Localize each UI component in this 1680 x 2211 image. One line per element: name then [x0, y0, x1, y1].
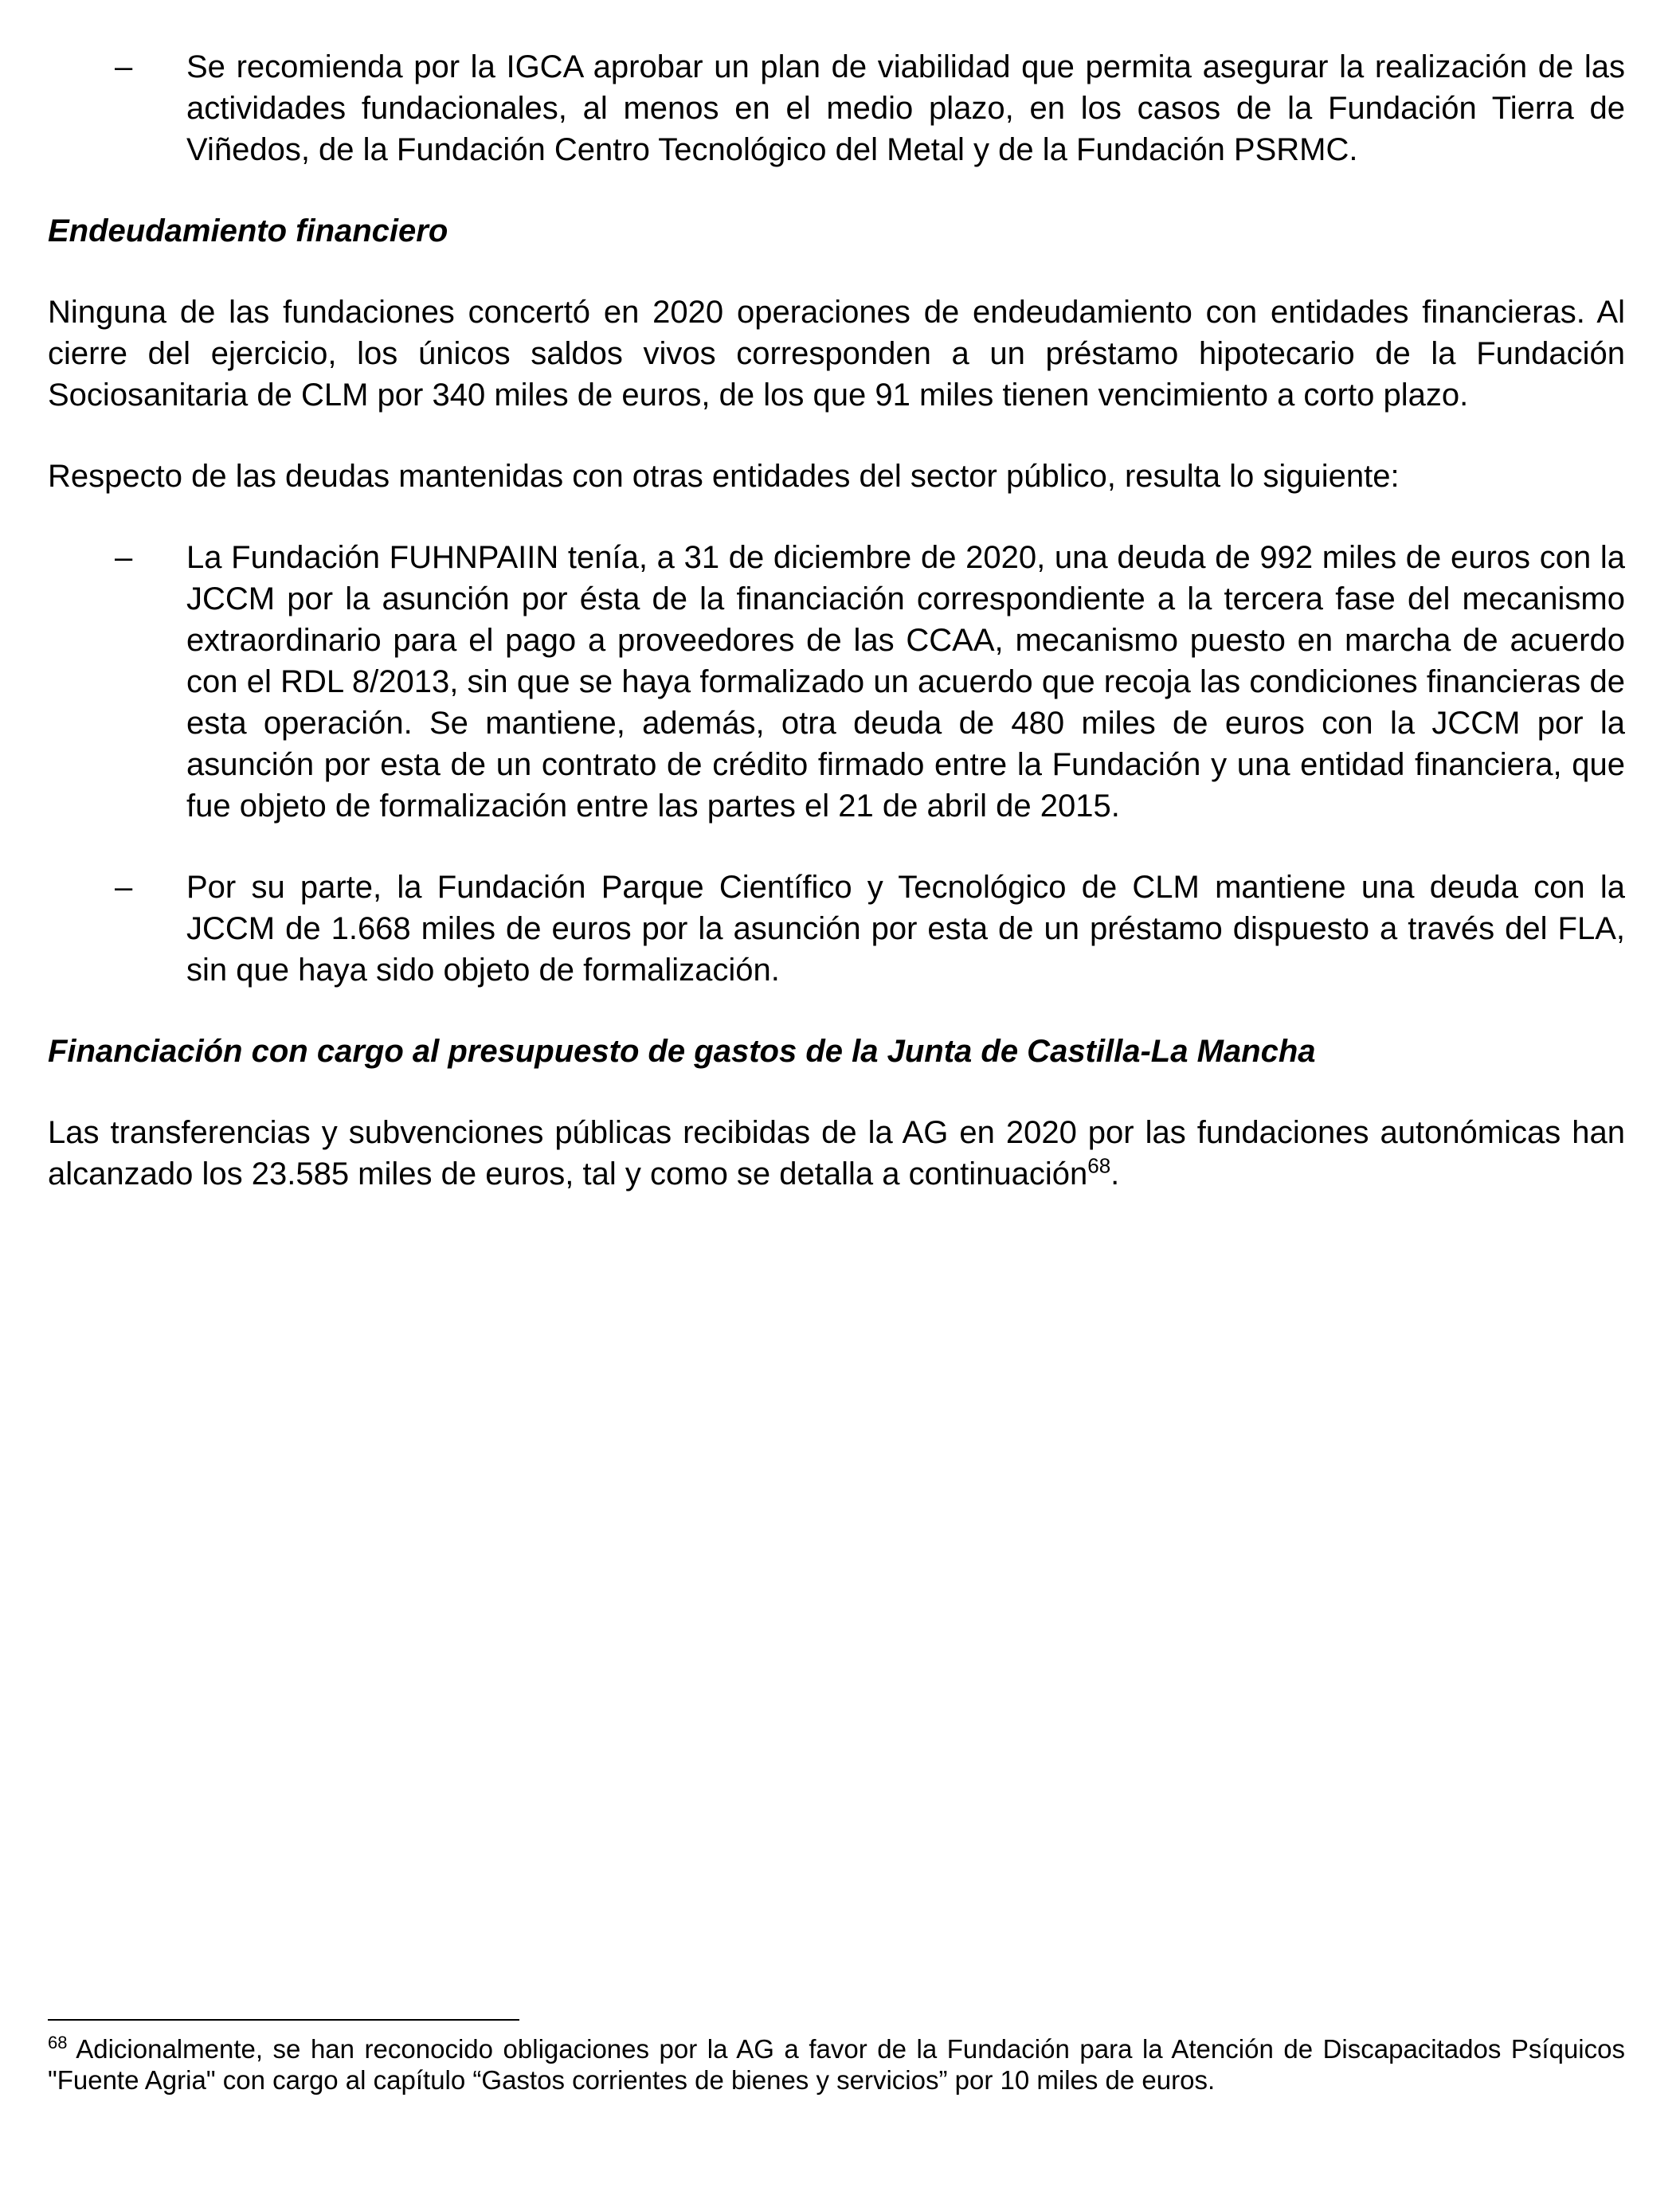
footnote: [48, 2033, 1625, 2096]
section-heading-financiacion: Financiación con cargo al presupuesto de gastos de la Junta de Castilla-La Mancha: [48, 1034, 1316, 1069]
bullet-dash: –: [115, 49, 133, 84]
footnote-separator: [48, 2019, 519, 2021]
bullet-dash: –: [115, 870, 133, 905]
footnote-reference[interactable]: 68: [1087, 1153, 1111, 1178]
bullet-item-parque: [48, 867, 1625, 991]
bullet-text-parque: Por su parte, la Fundación Parque Científico y Tecnológico de CLM mantiene una deuda con la JCCM de 1.668 miles de euros por la asunción por esta de un préstamo dispuesto a través del FLA, sin que haya sido objeto de formalización.: [186, 870, 1625, 988]
paragraph-deudas-intro: Respecto de las deudas mantenidas con otras entidades del sector público, resulta lo siguiente:: [48, 459, 1400, 494]
bullet-item-fuhnpaiin: [48, 537, 1625, 827]
bullet-dash: –: [115, 540, 133, 575]
footnote-text: Adicionalmente, se han reconocido obligaciones por la AG a favor de la Fundación para la Atención de Discapacitados Psíquicos "Fuente Agria" con cargo al capítulo “Gastos corrientes de bienes y servicios” por 10 miles de euros.: [48, 2034, 1625, 2095]
bullet-text-viabilidad: Se recomienda por la IGCA aprobar un plan de viabilidad que permita asegurar la realización de las actividades fundacionales, al menos en el medio plazo, en los casos de la Fundación Tierra de Viñedos, de la Fundación Centro Tecnológico del Metal y de la Fundación PSRMC.: [186, 49, 1625, 167]
paragraph-transferencias-end: .: [1110, 1156, 1120, 1192]
document-body: [48, 46, 1625, 1195]
paragraph-endeudamiento: Ninguna de las fundaciones concertó en 2020 operaciones de endeudamiento con entidades financieras. Al cierre del ejercicio, los únicos saldos vivos corresponden a un préstamo hipotecario de la Fundación Sociosanitaria de CLM por 340 miles de euros, de los que 91 miles tienen vencimiento a corto plazo.: [48, 295, 1625, 413]
bullet-text-fuhnpaiin: La Fundación FUHNPAIIN tenía, a 31 de diciembre de 2020, una deuda de 992 miles de euros con la JCCM por la asunción por ésta de la financiación correspondiente a la tercera fase del mecanismo extraordinario para el pago a proveedores de las CCAA, mecanismo puesto en marcha de acuerdo con el RDL 8/2013, sin que se haya formalizado un acuerdo que recoja las condiciones financieras de esta operación. Se mantiene, además, otra deuda de 480 miles de euros con la JCCM por la asunción por esta de un contrato de crédito firmado entre la Fundación y una entidad financiera, que fue objeto de formalización entre las partes el 21 de abril de 2015.: [186, 540, 1625, 824]
section-heading-endeudamiento: Endeudamiento financiero: [48, 213, 448, 248]
paragraph-transferencias: [48, 1112, 1625, 1195]
paragraph-transferencias-text: Las transferencias y subvenciones públicas recibidas de la AG en 2020 por las fundaciones autonómicas han alcanzado los 23.585 miles de euros, tal y como se detalla a continuación: [48, 1115, 1625, 1192]
bullet-item-viabilidad: [48, 46, 1625, 170]
footnote-number: 68: [48, 2033, 68, 2053]
